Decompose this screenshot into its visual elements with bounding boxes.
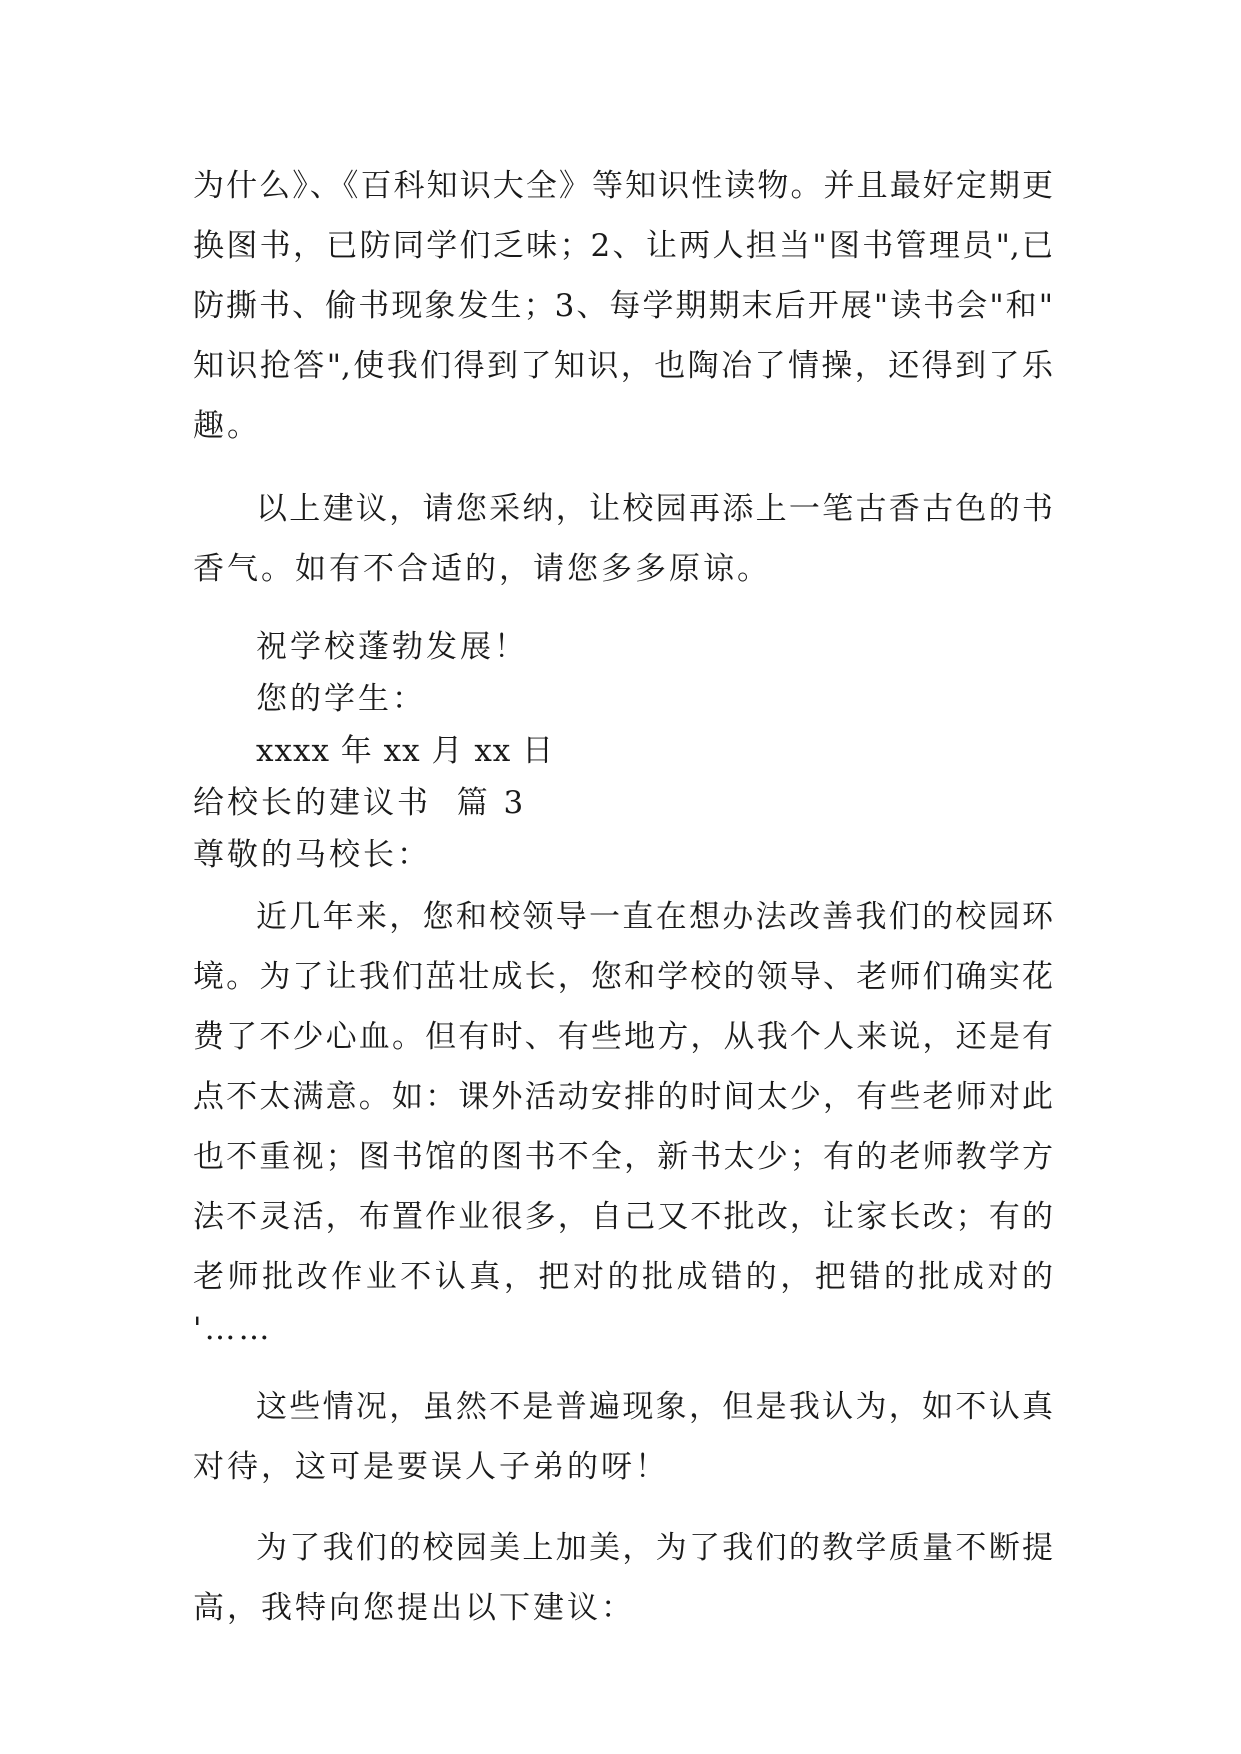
paragraph-closing-request — [193, 479, 1053, 599]
text-line: 近几年来，您和校领导一直在想办法改善我们的校园环 — [256, 899, 1053, 935]
text-line: 防撕书、偷书现象发生；3、每学期期末后开展"读书会"和" — [193, 288, 1053, 324]
date-line — [193, 725, 1053, 777]
text-line: 换图书，已防同学们乏味；2、让两人担当"图书管理员",已 — [193, 228, 1053, 264]
text-line: 您的学生： — [256, 681, 426, 717]
text-line: '…… — [193, 1311, 273, 1347]
text-line: 知识抢答",使我们得到了知识，也陶冶了情操，还得到了乐 — [193, 348, 1053, 384]
text-line: 法不灵活，布置作业很多，自己又不批改，让家长改；有的 — [193, 1199, 1053, 1235]
paragraph-observations — [193, 887, 1053, 1351]
text-line: 也不重视；图书馆的图书不全，新书太少；有的老师教学方 — [193, 1139, 1053, 1175]
text-line: 老师批改作业不认真，把对的批成错的，把错的批成对的 — [193, 1259, 1053, 1295]
text-line: 趣。 — [193, 408, 261, 444]
text-line: 境。为了让我们茁壮成长，您和学校的领导、老师们确实花 — [193, 959, 1053, 995]
signature-line — [193, 673, 1053, 725]
section-title — [193, 777, 1053, 829]
paragraph-wish — [193, 621, 1053, 673]
text-line: 祝学校蓬勃发展！ — [256, 629, 528, 665]
paragraph-concern — [193, 1377, 1053, 1497]
document-page — [193, 156, 1053, 1638]
paragraph-proposal-intro — [193, 1518, 1053, 1638]
text-line: 点不太满意。如：课外活动安排的时间太少，有些老师对此 — [193, 1079, 1053, 1115]
text-line: 香气。如有不合适的，请您多多原谅。 — [193, 551, 771, 587]
text-line: xxxx 年 xx 月 xx 日 — [256, 733, 555, 769]
text-line: 对待，这可是要误人子弟的呀！ — [193, 1449, 669, 1485]
text-line: 为了我们的校园美上加美，为了我们的教学质量不断提 — [256, 1530, 1053, 1566]
text-line: 费了不少心血。但有时、有些地方，从我个人来说，还是有 — [193, 1019, 1053, 1055]
paragraph-book-suggestions — [193, 156, 1053, 456]
text-line: 这些情况，虽然不是普遍现象，但是我认为，如不认真 — [256, 1389, 1053, 1425]
text-line: 高，我特向您提出以下建议： — [193, 1590, 635, 1626]
text-line: 以上建议，请您采纳，让校园再添上一笔古香古色的书 — [256, 491, 1053, 527]
text-line: 为什么》、《百科知识大全》等知识性读物。并且最好定期更 — [193, 168, 1053, 204]
salutation — [193, 829, 1053, 881]
text-line: 给校长的建议书 篇 3 — [193, 785, 527, 821]
text-line: 尊敬的马校长： — [193, 837, 431, 873]
